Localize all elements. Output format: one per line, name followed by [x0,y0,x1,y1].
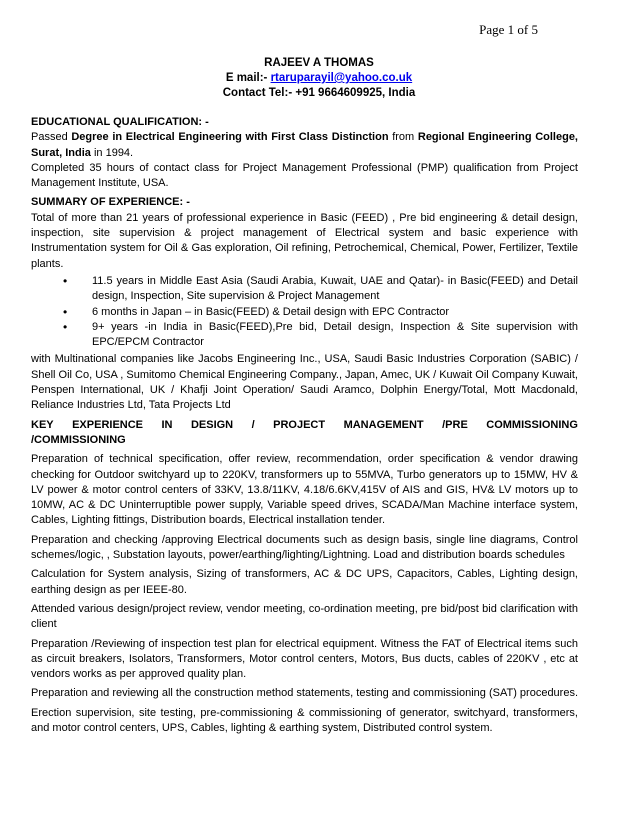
experience-bullets [31,274,578,350]
summary-text: Total of more than 21 years of professional experience in Basic (FEED) , Pre bid engineering & detail design, inspection, site supervision & project management of Electrical system and basic experience with Instrumentation system for Oil & Gas exploration, Oil refining, Petrochemical, Chemical, Power, Fertilizer, Textile plants. [31,211,578,270]
heading-word: IN [161,418,173,431]
resume-header [0,56,638,101]
contact-line: Contact Tel:- +91 9664609925, India [222,87,416,99]
degree-name: Degree in Electrical Engineering with First Class Distinction [71,131,389,144]
heading-word: KEY [31,418,54,431]
heading-word: DESIGN [190,418,234,431]
page-number: Page 1 of 5 [479,22,538,37]
degree-line [31,130,578,161]
email-link[interactable]: rtaruparayil@yahoo.co.uk [270,72,413,84]
heading-word: PROJECT [273,418,326,431]
heading-word: EXPERIENCE [72,418,144,431]
key-experience-paragraph: Preparation and reviewing all the construction method statements, testing and commissioning (SAT) procedures. [31,687,579,700]
key-experience-paragraph: Erection supervision, site testing, pre-commissioning & commissioning of generator, switchyard, transformers, and motor control centers, UPS, Cables, lighting & earthing system, Distributed control system. [31,706,578,734]
key-experience-paragraph: Preparation /Reviewing of inspection test plan for electrical equipment. Witness the FAT of Electrical items such as circuit breakers, Isolators, Transformers, Motor control centers, Motors, Bus ducts, cables of 220KV , etc at vendors works as per approved quality plan. [31,637,578,681]
key-experience-paragraph: Preparation and checking /approving Electrical documents such as design basis, single line diagrams, Control schemes/logic, , Substation layouts, power/earthing/lighting/Lightning. Load and distribution boards schedules [31,533,578,562]
pmp-line: Completed 35 hours of contact class for Project Management Professional (PMP) qualification from Project Management Institute, USA. [31,161,578,190]
degree-mid: from [388,131,418,144]
college-name: Regional Engineering College, Surat, India [31,131,578,159]
email-line [0,71,638,86]
key-experience-paragraph: Attended various design/project review, vendor meeting, co-ordination meeting, pre bid/post bid clarification with client [31,602,578,631]
heading-word: /PRE [442,418,468,431]
education-heading: EDUCATIONAL QUALIFICATION: - [31,116,209,128]
key-experience-heading [31,418,578,433]
bullet-item: • 6 months in Japan – in Basic(FEED) & Detail design with EPC Contractor [31,305,578,320]
heading-word: COMMISSIONING [486,418,578,431]
key-experience-paragraph: Preparation of technical specification, offer review, recommendation, order specification & vendor drawing checking for Outdoor switchyard up to 220KV, transformers up to 55MVA, Turbo generators up to 15MW, HV & LV power & motor control centers of 33KV, 13.8/11KV, 4.18/6.6KV,415V of AIS and GIS, HV& LV motors up to 10MW, AC & DC Uninterruptible power supply, Variable speed drives, SCADA/Man Machine interface system, Cables, Lighting fittings, Distribution boards, Electrical installation tender. [31,453,578,527]
email-label: E mail:- [225,72,271,84]
heading-word: MANAGEMENT [343,418,424,431]
companies-text: with Multinational companies like Jacobs Engineering Inc., USA, Saudi Basic Industries Corporation (SABIC) / Shell Oil Co, USA , Sumitomo Chemical Engineering Company., Japan, Amec, UK / Kuwait Oil Company Kuwait, Penspen International, UK / Khafji Joint Operation/ Saudi Aramco, Dolphin Energy/Total, Mott Macdonald, Reliance Industries Ltd, Tata Projects Ltd [31,353,578,412]
key-experience-paragraph: Calculation for System analysis, Sizing of transformers, AC & DC UPS, Capacitors, Cables, Lighting design, earthing design as per IEEE-80. [31,568,578,596]
degree-pre: Passed [31,131,72,144]
candidate-name: RAJEEV A THOMAS [264,57,374,69]
key-experience-heading-line2: /COMMISSIONING [31,433,126,446]
resume-body [31,115,578,736]
summary-heading: SUMMARY OF EXPERIENCE: - [31,196,190,209]
bullet-item: • 9+ years -in India in Basic(FEED),Pre bid, Detail design, Inspection & Site supervision with EPC/EPCM Contractor [31,320,578,351]
heading-word: / [251,418,255,431]
degree-year: in 1994. [90,146,134,159]
bullet-item: • 11.5 years in Middle East Asia (Saudi Arabia, Kuwait, UAE and Qatar)- in Basic(FEED) and Detail design, Inspection, Site supervision & Project Management [31,274,578,305]
